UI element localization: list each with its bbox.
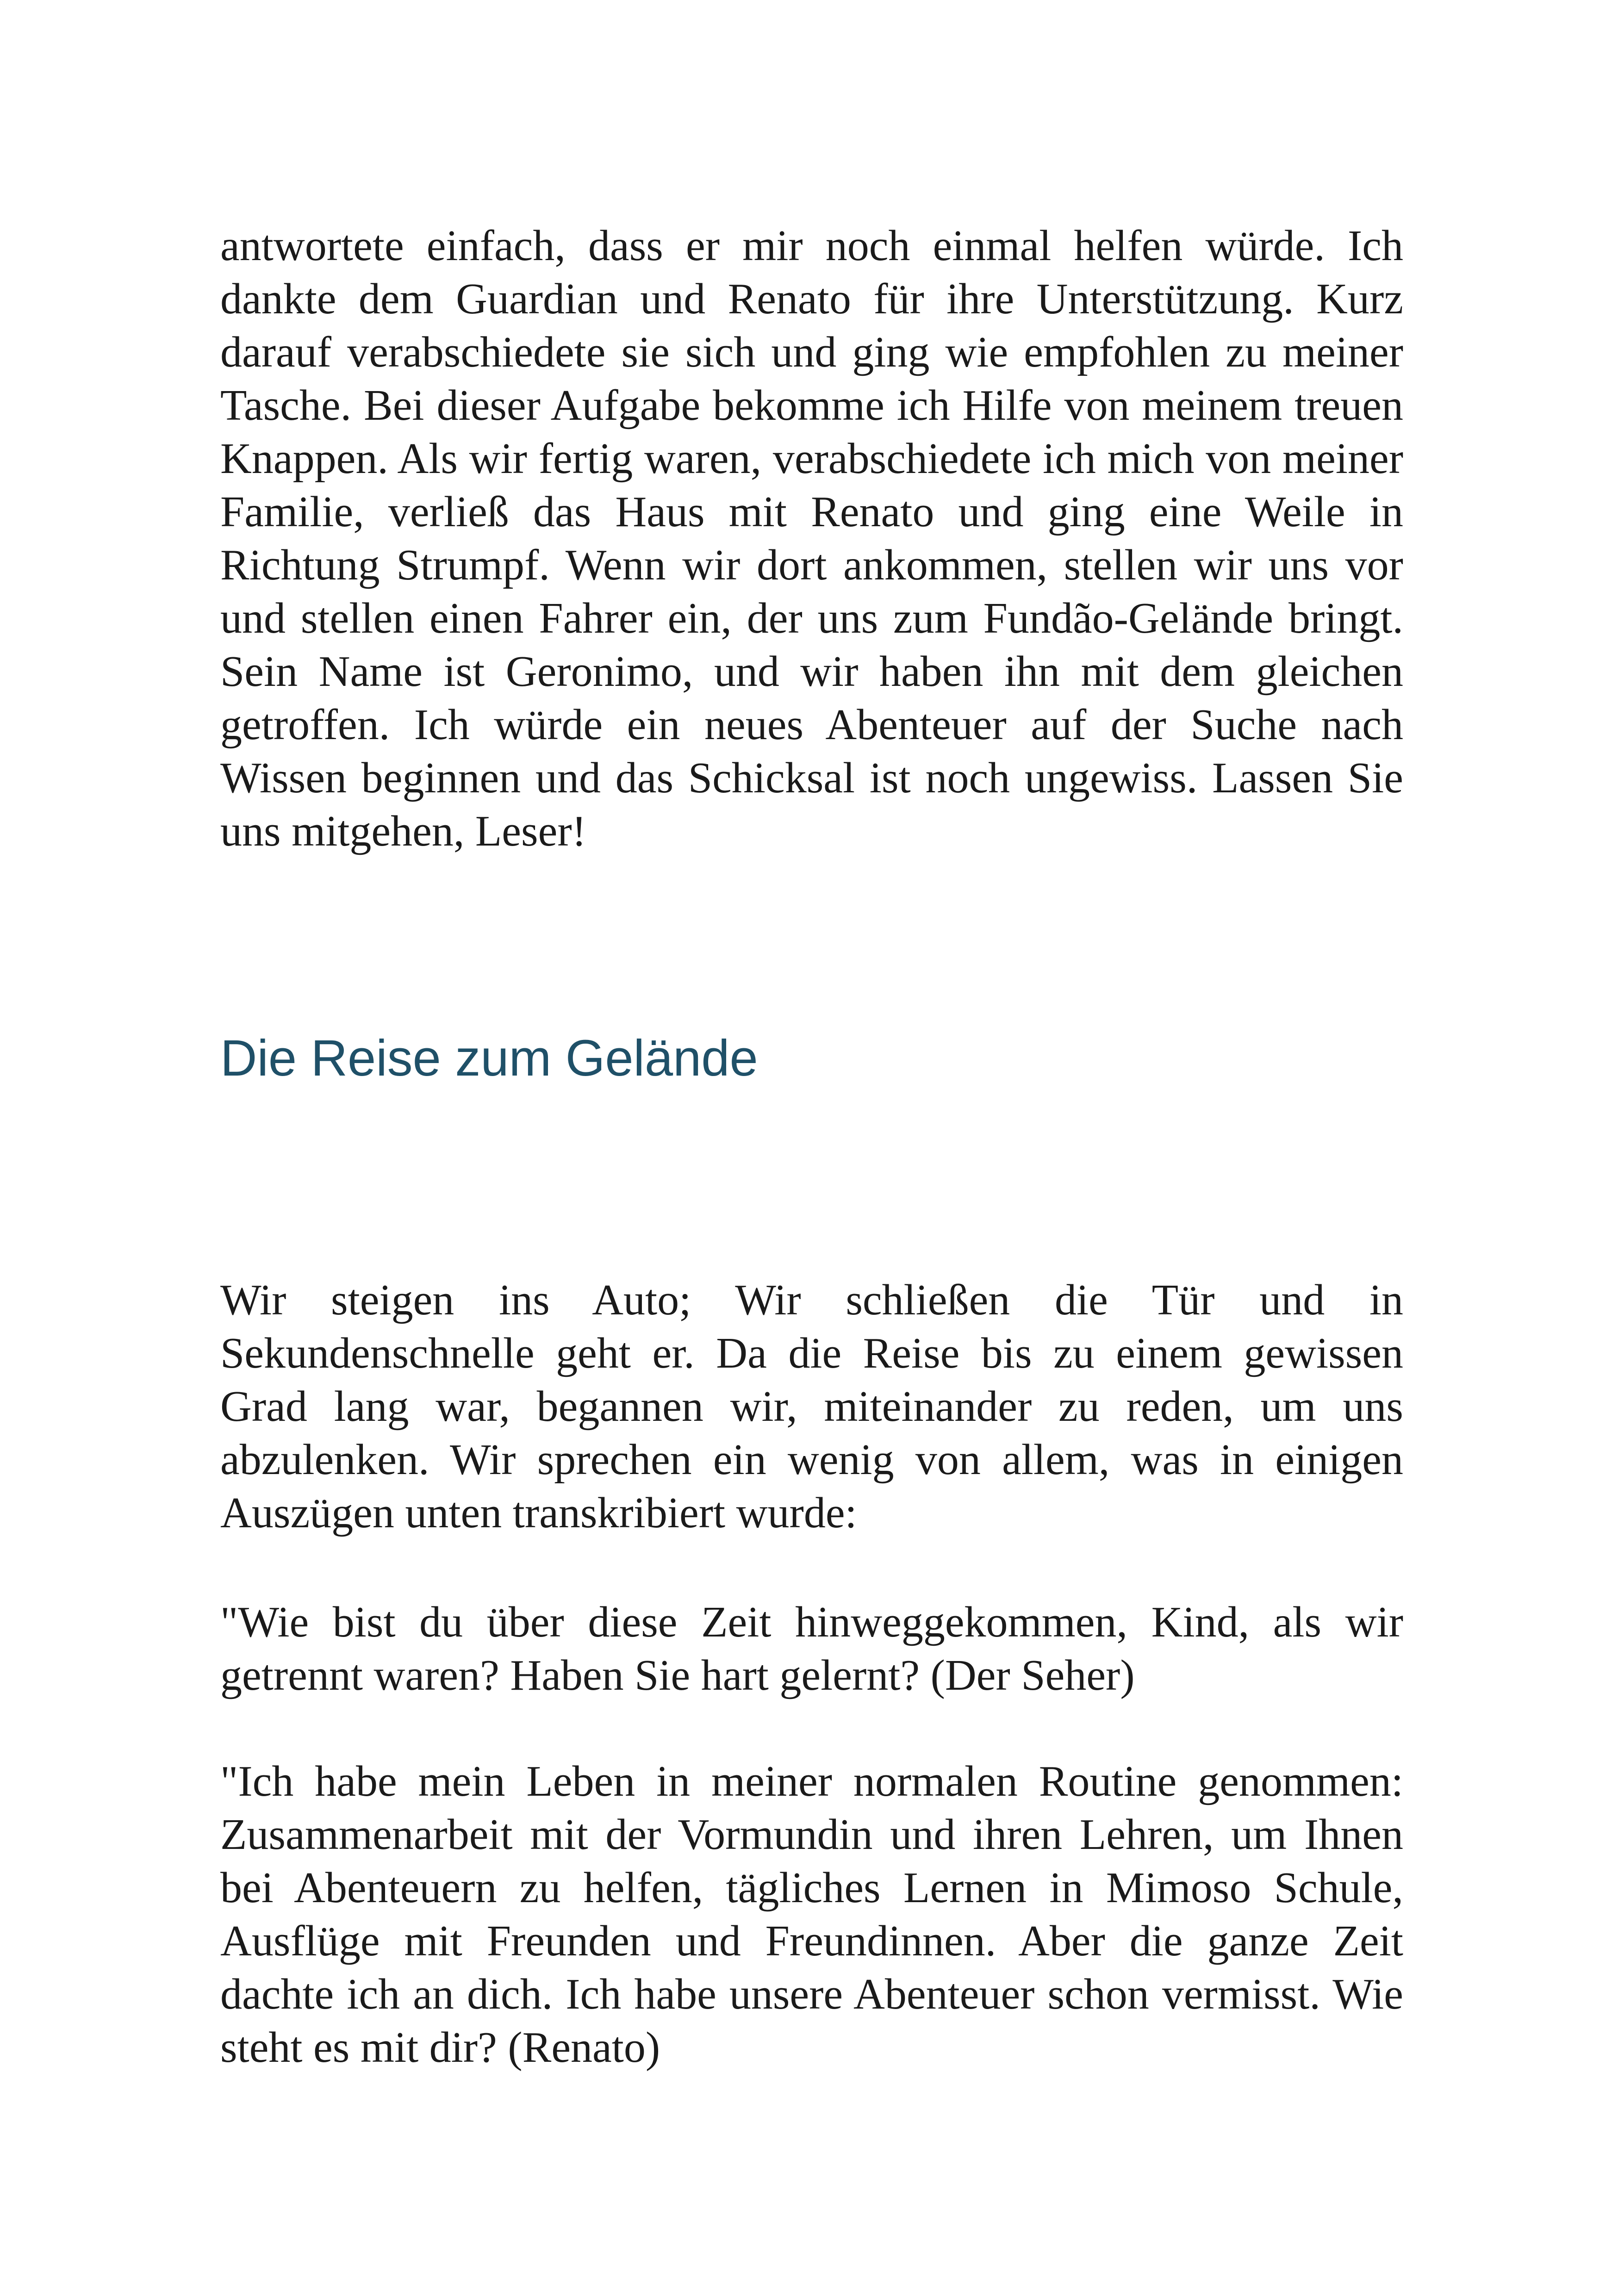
section-heading: Die Reise zum Gelände (220, 1030, 758, 1087)
body-paragraph-intro: Wir steigen ins Auto; Wir schließen die Tür und in Sekundenschnelle geht er. Da die Reise bis zu einem gewissen Grad lang war, begannen wir, miteinander zu reden, um uns abzulenken. Wir sprechen ein wenig von allem, was in einigen Auszügen unten transkribiert wurde: (220, 1276, 1403, 1537)
dialogue-paragraph-seer: "Wie bist du über diese Zeit hinweggekommen, Kind, als wir getrennt waren? Haben Sie hart gelernt? (Der Seher) (220, 1598, 1403, 1699)
body-paragraph-continuation: antwortete einfach, dass er mir noch einmal helfen würde. Ich dankte dem Guardian und Renato für ihre Unterstützung. Kurz darauf verabschiedete sie sich und ging wie empfohlen zu meiner Tasche. Bei dieser Aufgabe bekomme ich Hilfe von meinem treuen Knappen. Als wir fertig waren, verabschiedete ich mich von meiner Familie, verließ das Haus mit Renato und ging eine Weile in Richtung Strumpf. Wenn wir dort ankommen, stellen wir uns vor und stellen einen Fahrer ein, der uns zum Fundão-Gelände bringt. Sein Name ist Geronimo, und wir haben ihn mit dem gleichen getroffen. Ich würde ein neues Abenteuer auf der Suche nach Wissen beginnen und das Schicksal ist noch ungewiss. Lassen Sie uns mitgehen, Leser! (220, 222, 1403, 855)
dialogue-paragraph-renato: "Ich habe mein Leben in meiner normalen Routine genommen: Zusammenarbeit mit der Vormundin und ihren Lehren, um Ihnen bei Abenteuern zu helfen, tägliches Lernen in Mimoso Schule, Ausflüge mit Freunden und Freundinnen. Aber die ganze Zeit dachte ich an dich. Ich habe unsere Abenteuer schon vermisst. Wie steht es mit dir? (Renato) (220, 1757, 1403, 2072)
